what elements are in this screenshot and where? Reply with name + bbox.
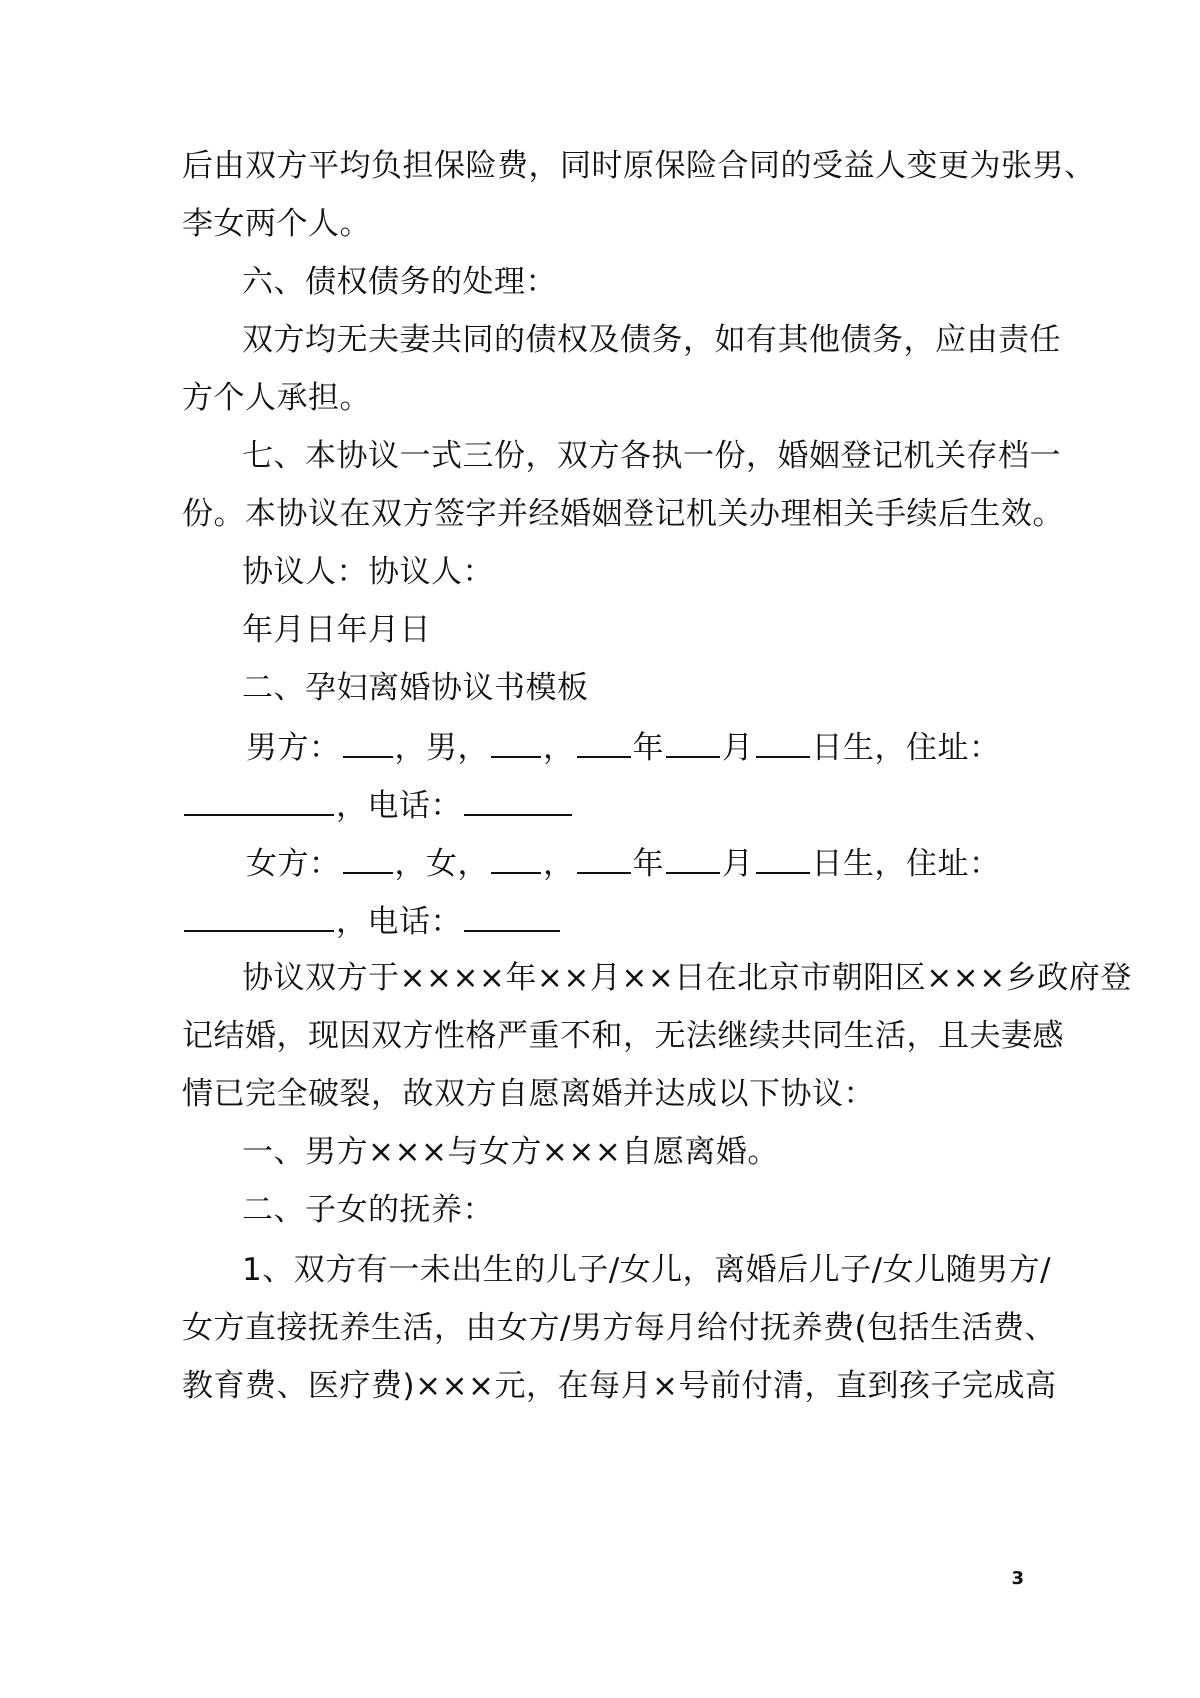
year-blank[interactable] [577, 726, 631, 758]
name-blank[interactable] [343, 842, 393, 874]
section-heading: 二、子女的抚养： [242, 1192, 494, 1228]
female-form-line-2 [182, 900, 1042, 942]
month-label: 月 [722, 846, 754, 882]
text-line: 一、男方×××与女方×××自愿离婚。 [242, 1134, 779, 1170]
day-blank[interactable] [756, 726, 810, 758]
page-number: 3 [1011, 1568, 1024, 1589]
ethnicity-blank[interactable] [491, 726, 541, 758]
form-separator: ， [543, 846, 575, 882]
day-blank[interactable] [756, 842, 810, 874]
phone-blank[interactable] [464, 784, 572, 816]
month-blank[interactable] [666, 726, 720, 758]
male-label: 男方： [246, 730, 341, 766]
text-line: 方个人承担。 [182, 380, 371, 416]
section-heading: 二、孕妇离婚协议书模板 [242, 670, 589, 706]
form-separator: ， [543, 730, 575, 766]
phone-blank[interactable] [464, 900, 560, 932]
form-separator: ，女， [394, 846, 489, 882]
year-blank[interactable] [577, 842, 631, 874]
address-blank[interactable] [184, 900, 334, 932]
month-blank[interactable] [666, 842, 720, 874]
text-line: 女方直接抚养生活，由女方/男方每月给付抚养费(包括生活费、 [182, 1310, 1057, 1346]
ethnicity-blank[interactable] [491, 842, 541, 874]
text-line: 教育费、医疗费)×××元，在每月×号前付清，直到孩子完成高 [182, 1368, 1057, 1404]
text-line: 情已完全破裂，故双方自愿离婚并达成以下协议： [182, 1076, 875, 1112]
address-label: 日生，住址： [811, 846, 1001, 882]
section-heading: 六、债权债务的处理： [242, 264, 557, 300]
text-line: 份。本协议在双方签字并经婚姻登记机关办理相关手续后生效。 [182, 496, 1064, 532]
form-separator: ，男， [394, 730, 489, 766]
phone-label: ，电话： [336, 904, 462, 940]
year-label: 年 [632, 846, 664, 882]
text-line: 后由双方平均负担保险费，同时原保险合同的受益人变更为张男、 [182, 148, 1096, 184]
text-line: 1、双方有一未出生的儿子/女儿，离婚后儿子/女儿随男方/ [242, 1252, 1052, 1288]
text-line: 七、本协议一式三份，双方各执一份，婚姻登记机关存档一 [242, 438, 1061, 474]
text-line: 双方均无夫妻共同的债权及债务，如有其他债务，应由责任 [242, 322, 1061, 358]
male-form-line [246, 726, 1106, 768]
address-blank[interactable] [184, 784, 334, 816]
name-blank[interactable] [343, 726, 393, 758]
text-line: 记结婚，现因双方性格严重不和，无法继续共同生活，且夫妻感 [182, 1018, 1064, 1054]
text-line: 李女两个人。 [182, 206, 371, 242]
text-line: 协议双方于××××年××月××日在北京市朝阳区×××乡政府登 [242, 960, 1132, 996]
address-label: 日生，住址： [811, 730, 1001, 766]
male-form-line-2 [182, 784, 1042, 826]
female-label: 女方： [246, 846, 341, 882]
female-form-line [246, 842, 1106, 884]
year-label: 年 [632, 730, 664, 766]
date-line: 年月日年月日 [242, 612, 431, 648]
month-label: 月 [722, 730, 754, 766]
signature-line: 协议人：协议人： [242, 554, 494, 590]
phone-label: ，电话： [336, 788, 462, 824]
